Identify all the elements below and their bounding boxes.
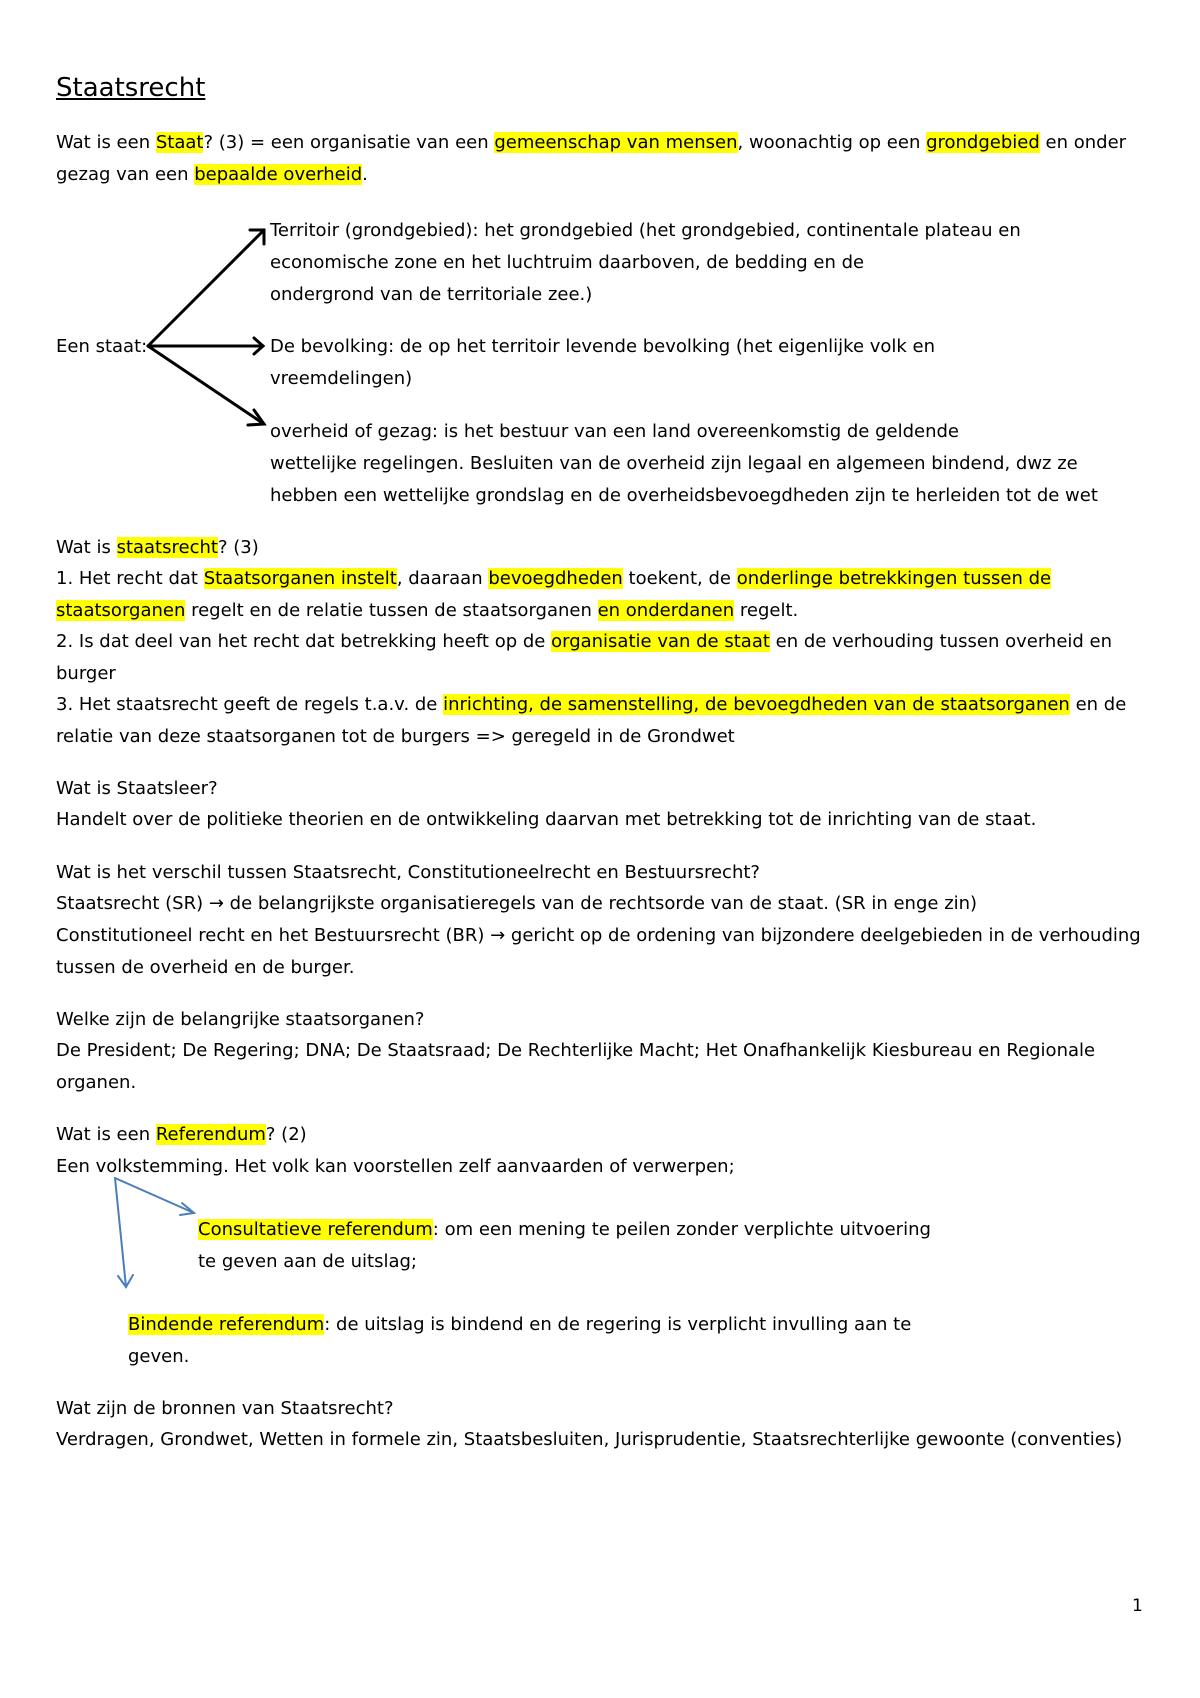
- verschil-line3: tussen de overheid en de burger.: [56, 957, 355, 978]
- staatsrecht-point1-line2: staatsorganen regelt en de relatie tussen de staatsorganen en onderdanen regelt.: [56, 600, 799, 621]
- page-title: Staatsrecht: [56, 73, 206, 103]
- overheid-line1: overheid of gezag: is het bestuur van een land overeenkomstig de geldende: [270, 421, 959, 442]
- territoir-line3: ondergrond van de territoriale zee.): [270, 284, 593, 305]
- arrow-consultatief: [115, 1178, 194, 1213]
- consultatief-line2: te geven aan de uitslag;: [198, 1251, 417, 1272]
- organen-line1: De President; De Regering; DNA; De Staatsraad; De Rechterlijke Macht; Het Onafhankelijk Kiesbureau en Regionale: [56, 1040, 1096, 1061]
- highlight-gemeenschap: gemeenschap van mensen: [494, 132, 738, 153]
- page-number: 1: [1132, 1596, 1143, 1616]
- arrowhead-overheid: [248, 410, 264, 425]
- highlight-referendum: Referendum: [155, 1124, 266, 1145]
- staatsrecht-point3-line2: relatie van deze staatsorganen tot de burgers => geregeld in de Grondwet: [56, 726, 735, 747]
- referendum-question: Wat is een Referendum? (2): [56, 1124, 307, 1145]
- een-staat-label: Een staat:: [56, 336, 148, 357]
- bevolking-line2: vreemdelingen): [270, 368, 413, 389]
- organen-line2: organen.: [56, 1072, 137, 1093]
- staatsleer-answer: Handelt over de politieke theorien en de ontwikkeling daarvan met betrekking tot de inrichting van de staat.: [56, 809, 1037, 830]
- territoir-line1: Territoir (grondgebied): het grondgebied (het grondgebied, continentale plateau en: [270, 220, 1021, 241]
- referendum-intro: Een volkstemming. Het volk kan voorstellen zelf aanvaarden of verwerpen;: [56, 1156, 735, 1177]
- staatsleer-question: Wat is Staatsleer?: [56, 778, 218, 799]
- arrow-overheid: [148, 346, 264, 424]
- staatsrecht-question: Wat is staatsrecht? (3): [56, 537, 259, 558]
- bronnen-question: Wat zijn de bronnen van Staatsrecht?: [56, 1398, 394, 1419]
- bronnen-answer: Verdragen, Grondwet, Wetten in formele zin, Staatsbesluiten, Jurisprudentie, Staatsrechterlijke gewoonte (conventies): [56, 1429, 1123, 1450]
- highlight-grondgebied: grondgebied: [926, 132, 1040, 153]
- arrowhead-bindend: [118, 1275, 133, 1287]
- highlight-staatsrecht: staatsrecht: [116, 537, 218, 558]
- arrow-territoir: [148, 230, 264, 346]
- staatsrecht-point1-line1: 1. Het recht dat Staatsorganen instelt, daaraan bevoegdheden toekent, de onderlinge betrekkingen tussen de: [56, 568, 1052, 589]
- bevolking-line1: De bevolking: de op het territoir levende bevolking (het eigenlijke volk en: [270, 336, 936, 357]
- staat-question-line1: Wat is een Staat? (3) = een organisatie van een gemeenschap van mensen, woonachtig op een grondgebied en onder: [56, 132, 1127, 153]
- referendum-arrows: [115, 1178, 194, 1287]
- staatsrecht-point2-line1: 2. Is dat deel van het recht dat betrekking heeft op de organisatie van de staat en de verhouding tussen overheid en: [56, 631, 1113, 652]
- overheid-line3: hebben een wettelijke grondslag en de overheidsbevoegdheden zijn te herleiden tot de wet: [270, 485, 1098, 506]
- verschil-line1: Staatsrecht (SR) → de belangrijkste organisatieregels van de rechtsorde van de staat. (SR in enge zin): [56, 893, 978, 914]
- territoir-line2: economische zone en het luchtruim daarboven, de bedding en de: [270, 252, 865, 273]
- verschil-line2: Constitutioneel recht en het Bestuursrecht (BR) → gericht op de ordening van bijzondere deelgebieden in de verhouding: [56, 925, 1141, 946]
- staat-question-line2: gezag van een bepaalde overheid.: [56, 164, 368, 185]
- arrowhead-territoir: [250, 230, 264, 244]
- arrowhead-consultatief: [180, 1203, 194, 1215]
- overheid-line2: wettelijke regelingen. Besluiten van de overheid zijn legaal en algemeen bindend, dwz ze: [270, 453, 1078, 474]
- bindend-line2: geven.: [128, 1346, 190, 1367]
- staat-arrows: [148, 230, 264, 425]
- arrow-bindend: [115, 1178, 126, 1287]
- organen-question: Welke zijn de belangrijke staatsorganen?: [56, 1009, 425, 1030]
- staatsrecht-point2-line2: burger: [56, 663, 116, 684]
- verschil-question: Wat is het verschil tussen Staatsrecht, Constitutioneelrecht en Bestuursrecht?: [56, 862, 760, 883]
- bindend-line1: Bindende referendum: de uitslag is bindend en de regering is verplicht invulling aan te: [128, 1314, 912, 1335]
- arrowhead-bevolking: [254, 338, 263, 354]
- highlight-staat: Staat: [155, 132, 204, 153]
- staatsrecht-point3-line1: 3. Het staatsrecht geeft de regels t.a.v. de inrichting, de samenstelling, de bevoegdheden van de staatsorganen en de: [56, 694, 1127, 715]
- consultatief-line1: Consultatieve referendum: om een mening te peilen zonder verplichte uitvoering: [198, 1219, 931, 1240]
- highlight-overheid: bepaalde overheid: [194, 164, 363, 185]
